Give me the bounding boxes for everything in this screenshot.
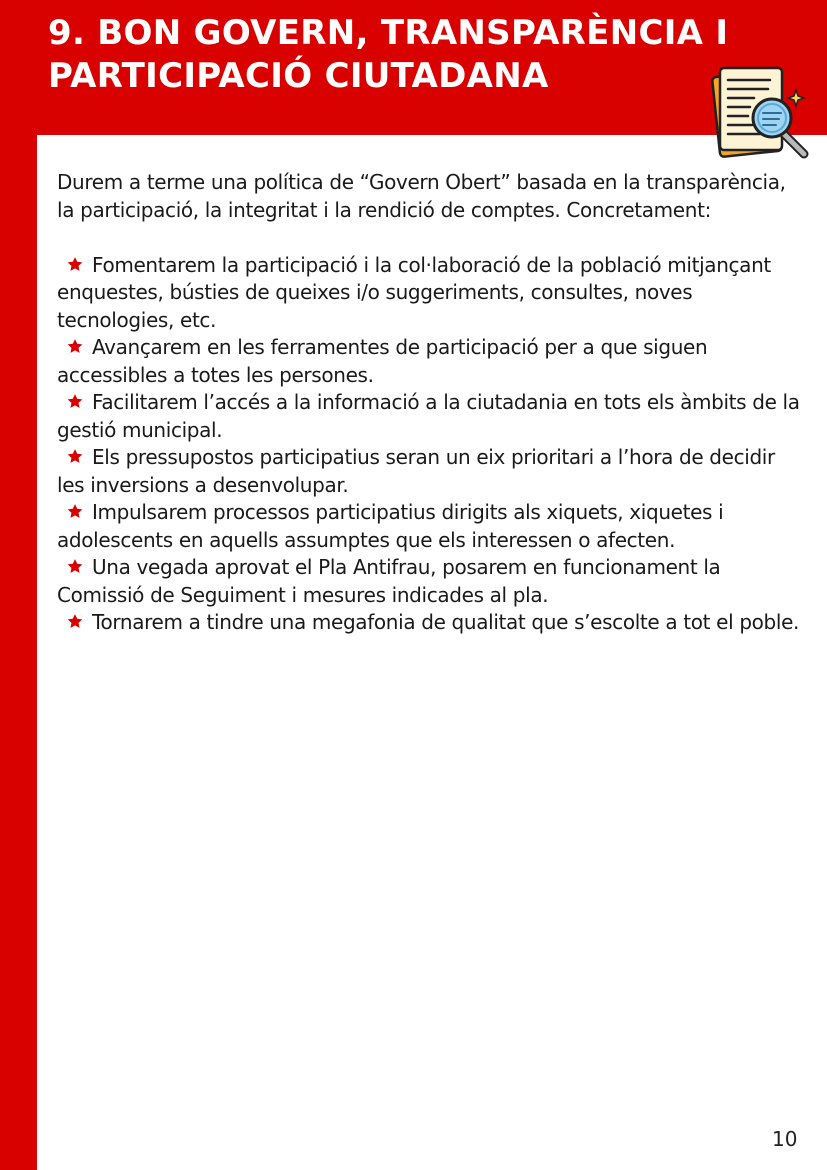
list-item	[57, 499, 802, 554]
star-icon	[66, 338, 84, 355]
list-item	[57, 252, 802, 335]
intro-paragraph: Durem a terme una política de “Govern Obert” basada en la transparència, la participació, la integritat i la rendició de comptes. Concretament:	[57, 170, 786, 222]
list-item-text: Fomentarem la participació i la col·laboració de la població mitjançant enquestes, bústies de queixes i/o suggeriments, consultes, noves tecnologies, etc.	[57, 252, 771, 332]
star-icon	[66, 503, 84, 520]
list-item	[57, 334, 802, 389]
list-item-text: Facilitarem l’accés a la informació a la ciutadania en tots els àmbits de la gestió municipal.	[57, 390, 800, 442]
list-item-text: Els pressupostos participatius seran un eix prioritari a l’hora de decidir les inversions a desenvolupar.	[57, 445, 775, 497]
section-title-line-2: PARTICIPACIÓ CIUTADANA	[48, 56, 549, 96]
star-icon	[66, 448, 84, 465]
star-icon	[66, 393, 84, 410]
list-item	[57, 389, 802, 444]
star-icon	[66, 256, 84, 273]
star-icon	[66, 558, 84, 575]
left-accent-bar	[0, 0, 37, 1170]
commitments-list	[57, 252, 802, 637]
document-magnifier-icon	[710, 62, 814, 166]
star-icon	[66, 613, 84, 630]
section-title	[48, 12, 818, 98]
list-item	[57, 444, 802, 499]
section-title-line-1: 9. BON GOVERN, TRANSPARÈNCIA I	[48, 13, 729, 53]
list-item-text: Impulsarem processos participatius dirigits als xiquets, xiquetes i adolescents en aquells assumptes que els interessen o afecten.	[57, 500, 724, 552]
main-content	[57, 169, 802, 637]
list-item	[57, 554, 802, 609]
list-item-text: Tornarem a tindre una megafonia de qualitat que s’escolte a tot el poble.	[92, 610, 800, 634]
list-item-text: Una vegada aprovat el Pla Antifrau, posarem en funcionament la Comissió de Seguiment i mesures indicades al pla.	[57, 555, 721, 607]
list-item	[57, 609, 802, 637]
section-header	[0, 0, 827, 135]
list-item-text: Avançarem en les ferramentes de participació per a que siguen accessibles a totes les persones.	[57, 335, 708, 387]
page-number: 10	[772, 1127, 798, 1151]
